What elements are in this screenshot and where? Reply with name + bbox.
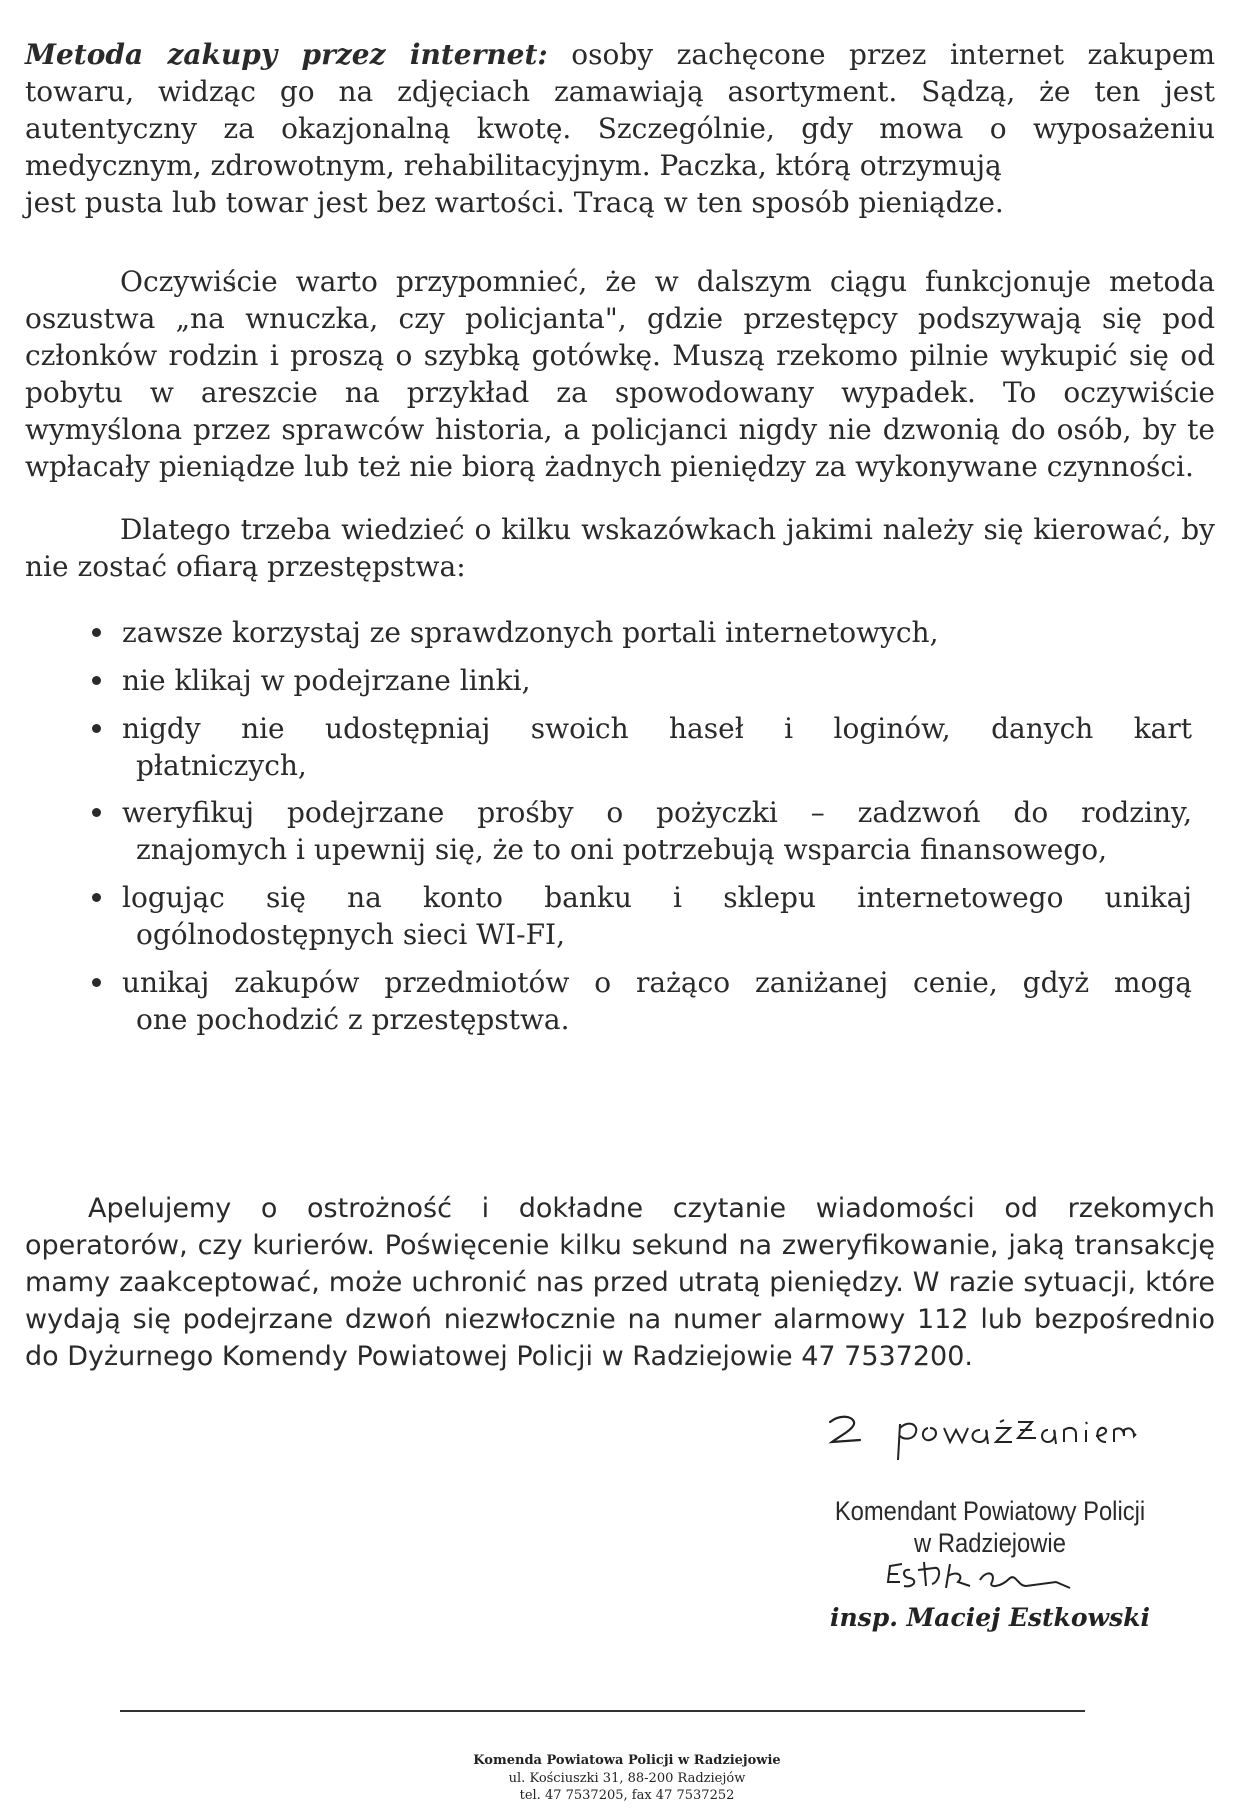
tip-line2: znajomych i upewnij się, że to oni potrzebują wsparcia finansowego, (136, 833, 1108, 866)
paragraph-text: osoby zachęcone przez internet zakupem towaru, widząc go na zdjęciach zamawiają asortyment. Sądzą, że ten jest autentyczny za okazjonalną kwotę. Szczególnie, gdy mowa o wyposażeniu medycznym, zdrowotnym, rehabilitacyjnym. Paczka, którą otrzymują (25, 38, 1216, 182)
handwritten-closing-signature (820, 1400, 1220, 1480)
tip-line1: logując się na konto banku i sklepu internetowego unikaj (122, 881, 1192, 914)
tip-line1: nie klikaj w podejrzane linki, (122, 664, 531, 697)
footer-phone: tel. 47 7537205, fax 47 7537252 (519, 1788, 735, 1803)
list-item (122, 662, 1192, 699)
signatory-stamp (770, 1495, 1210, 1559)
stamp-line-title: Komendant Powiatowy Policji (834, 1496, 1146, 1526)
footer-divider (120, 1710, 1085, 1712)
tip-line2: one pochodzić z przestępstwa. (136, 1003, 570, 1036)
bullet-icon (92, 893, 101, 902)
paragraph-appeal: Apelujemy o ostrożność i dokładne czytanie wiadomości od rzekomych operatorów, czy kurierów. Poświęcenie kilku sekund na zweryfikowanie, jaką transakcję mamy zaakceptować, może uchronić nas przed utratą pieniędzy. W razie sytuacji, które wydają się podejrzane dzwoń niezwłocznie na numer alarmowy 112 lub bezpośrednio do Dyżurnego Komendy Powiatowej Policji w Radziejowie 47 7537200. (25, 1193, 1215, 1372)
stamp-line-place: w Radziejowie (914, 1528, 1066, 1558)
tip-line1: nigdy nie udostępniaj swoich haseł i loginów, danych kart (122, 712, 1192, 745)
signatory-name: insp. Maciej Estkowski (830, 1603, 1150, 1632)
bullet-icon (92, 978, 101, 987)
list-item (122, 794, 1192, 868)
footer-institution: Komenda Powiatowa Policji w Radziejowie (473, 1753, 781, 1768)
paragraph-tips-intro: Dlatego trzeba wiedzieć o kilku wskazówkach jakimi należy się kierować, by nie zostać ofiarą przestępstwa: (25, 513, 1215, 583)
list-item (122, 614, 1192, 651)
paragraph-lead: Metoda zakupy przez internet: (25, 38, 548, 71)
list-item (122, 710, 1192, 784)
bullet-icon (92, 628, 101, 637)
tip-line2: ogólnodostępnych sieci WI-FI, (136, 918, 565, 951)
paragraph-online-purchase (25, 36, 1215, 221)
paragraph-grandchild-scam: Oczywiście warto przypomnieć, że w dalszym ciągu funkcjonuje metoda oszustwa „na wnuczka, czy policjanta", gdzie przestępcy podszywają się pod członków rodzin i proszą o szybką gotówkę. Muszą rzekomo pilnie wykupić się od pobytu w areszcie na przykład za spowodowany wypadek. To oczywiście wymyślona przez sprawców historia, a policjanci nigdy nie dzwonią do osób, by te wpłacały pieniądze lub też nie biorą żadnych pieniędzy za wykonywane czynności. (25, 265, 1215, 483)
bullet-icon (92, 676, 101, 685)
footer-address (0, 1752, 1254, 1804)
bullet-icon (92, 724, 101, 733)
list-item (122, 879, 1192, 953)
tip-line1: unikaj zakupów przedmiotów o rażąco zaniżanej cenie, gdyż mogą (122, 966, 1192, 999)
bullet-icon (92, 808, 101, 817)
footer-street: ul. Kościuszki 31, 88-200 Radziejów (508, 1771, 746, 1786)
list-item (122, 964, 1192, 1038)
tip-line1: zawsze korzystaj ze sprawdzonych portali internetowych, (122, 616, 939, 649)
tip-line1: weryfikuj podejrzane prośby o pożyczki – zadzwoń do rodziny, (122, 796, 1192, 829)
tip-line2: płatniczych, (136, 749, 307, 782)
paragraph-text-cont: jest pusta lub towar jest bez wartości. Tracą w ten sposób pieniądze. (25, 186, 1004, 219)
